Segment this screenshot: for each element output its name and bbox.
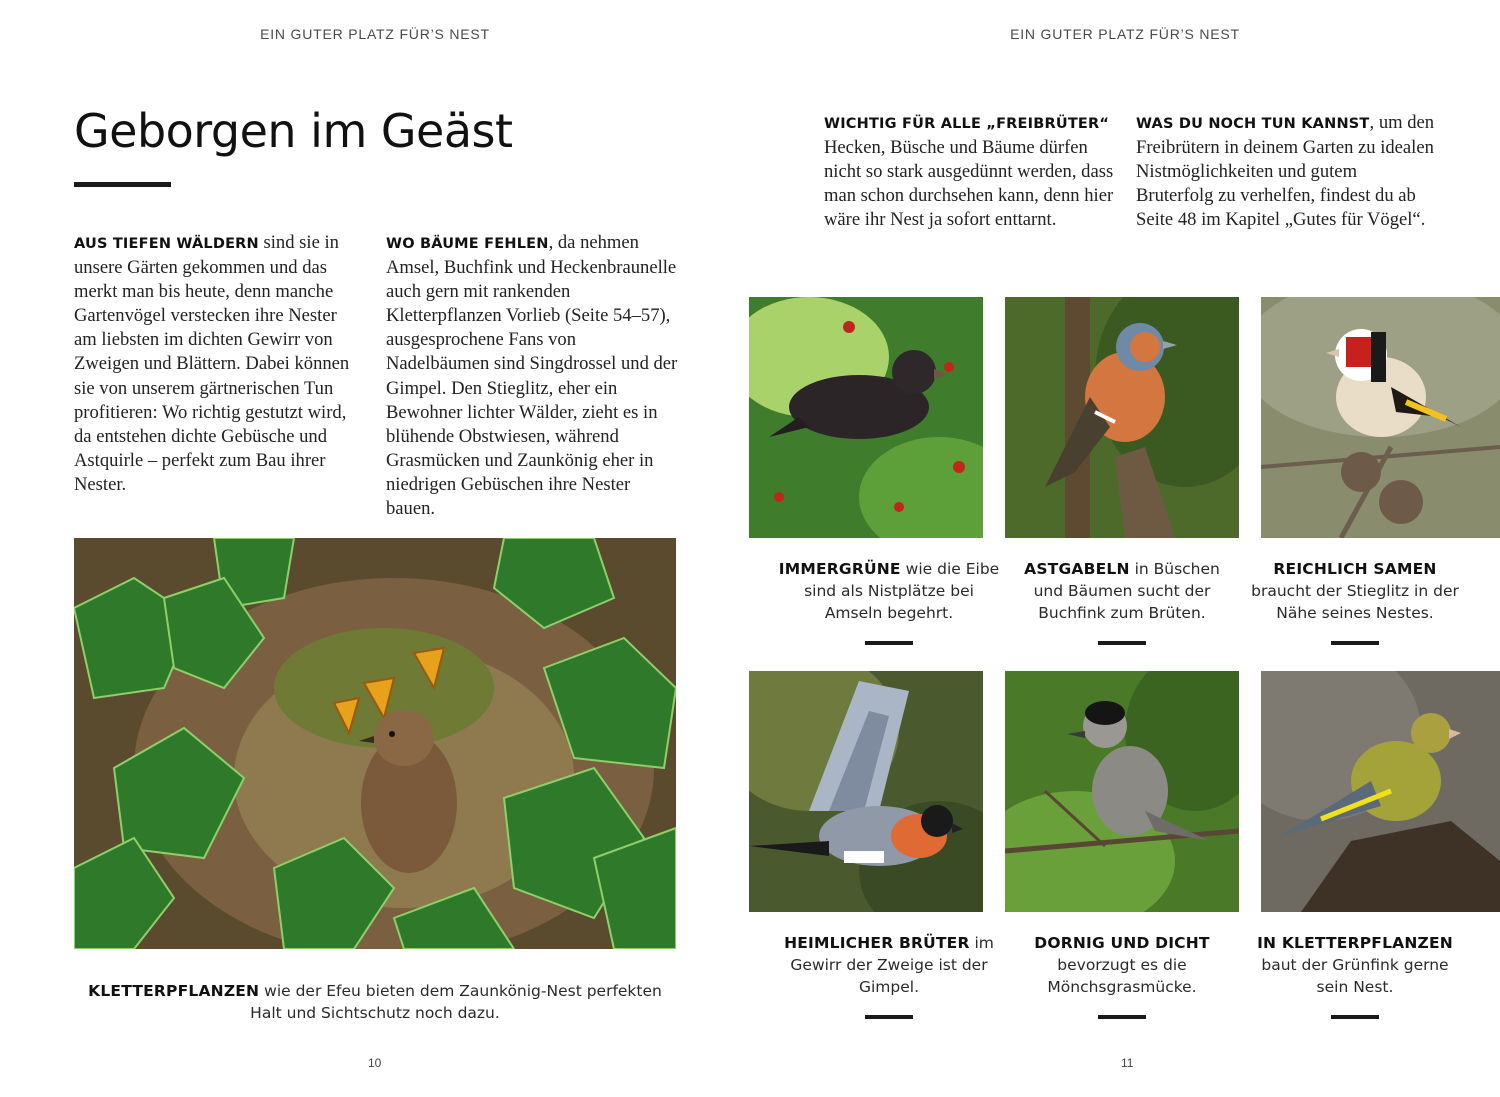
wren-nest-photo <box>74 538 676 949</box>
caption-lead: HEIMLICHER BRÜTER <box>784 934 970 952</box>
caption-text: braucht der Stieglitz in der Nähe seines Nestes. <box>1251 582 1459 622</box>
caption-evergreens <box>774 558 1004 624</box>
page-number-left: 10 <box>368 1056 382 1070</box>
tip-column-2-lead: WAS DU NOCH TUN KANNST <box>1136 116 1370 132</box>
caption-hidden-breeder <box>774 932 1004 998</box>
wren-caption-text: wie der Efeu bieten dem Zaunkönig-Nest perfekten Halt und Sichtschutz noch dazu. <box>250 982 662 1022</box>
wren-caption-lead: KLETTERPFLANZEN <box>88 982 260 1000</box>
tip-column-1-text: Hecken, Büsche und Bäume dürfen nicht so stark ausgedünnt werden, dass man schon durchsehen kann, denn hier wäre ihr Nest ja sofort enttarnt. <box>824 137 1114 231</box>
intro-column-2 <box>386 231 678 521</box>
running-head-right: EIN GUTER PLATZ FÜR’S NEST <box>1010 26 1240 42</box>
caption-rule <box>1098 1015 1146 1019</box>
bullfinch-photo <box>749 671 983 912</box>
caption-climbing-plants <box>1250 932 1460 998</box>
caption-lead: REICHLICH SAMEN <box>1273 560 1437 578</box>
tip-column-2-text: , um den Freibrütern in deinem Garten zu idealen Nistmöglichkeiten und gutem Bruterfolg zu verhelfen, findest du ab Seite 48 im Kapitel „Gutes für Vögel“. <box>1136 112 1435 231</box>
caption-lead: IMMERGRÜNE <box>778 560 901 578</box>
goldfinch-photo <box>1261 297 1500 538</box>
caption-text: im Gewirr der Zweige ist der Gimpel. <box>790 934 994 996</box>
blackbird-photo <box>749 297 983 538</box>
blackcap-photo <box>1005 671 1239 912</box>
caption-seeds <box>1250 558 1460 624</box>
caption-rule <box>1098 641 1146 645</box>
caption-lead: DORNIG UND DICHT <box>1034 934 1210 952</box>
tip-column-2 <box>1136 111 1436 232</box>
running-head-left: EIN GUTER PLATZ FÜR’S NEST <box>260 26 490 42</box>
caption-rule <box>1331 1015 1379 1019</box>
caption-forks <box>1012 558 1232 624</box>
caption-lead: ASTGABELN <box>1024 560 1130 578</box>
caption-rule <box>865 641 913 645</box>
intro-column-1-text: sind sie in unsere Gärten gekommen und das merkt man bis heute, denn manche Gartenvögel verstecken ihre Nester am liebsten im dichten Gewirr von Zweigen und Blättern. Dabei können sie von unserem gärtnerischen Tun profitieren: Wo richtig gestutzt wird, da entstehen dichte Gebüsche und Astquirle – perfekt zum Bau ihrer Nester. <box>74 232 350 495</box>
intro-column-2-text: , da nehmen Amsel, Buchfink und Heckenbraunelle auch gern mit rankenden Kletterpflanzen Vorlieb (Seite 54–57), ausgesprochene Fans von Nadelbäumen sind Singdrossel und der Gimpel. Den Stieglitz, eher ein Bewohner lichter Wälder, zieht es in blühende Obstwiesen, während Grasmücken und Zaunkönig eher in niedrigen Gebüschen ihre Nester bauen. <box>386 232 678 520</box>
title-rule <box>74 182 171 187</box>
caption-text: bevorzugt es die Mönchsgrasmücke. <box>1047 956 1197 996</box>
wren-photo-caption <box>74 980 676 1024</box>
greenfinch-photo <box>1261 671 1500 912</box>
page-number-right: 11 <box>1121 1056 1134 1070</box>
tip-column-1-lead: WICHTIG FÜR ALLE „FREIBRÜTER“ <box>824 116 1110 132</box>
caption-thorny <box>1017 932 1227 998</box>
intro-column-1 <box>74 231 362 497</box>
caption-text: in Büschen und Bäumen sucht der Buchfink zum Brüten. <box>1033 560 1220 622</box>
page-title: Geborgen im Geäst <box>74 104 513 158</box>
caption-text: wie die Eibe sind als Nistplätze bei Amseln begehrt. <box>804 560 1000 622</box>
caption-text: baut der Grünfink gerne sein Nest. <box>1261 956 1449 996</box>
intro-column-1-lead: AUS TIEFEN WÄLDERN <box>74 236 259 252</box>
caption-lead: IN KLETTERPFLANZEN <box>1257 934 1453 952</box>
caption-rule <box>865 1015 913 1019</box>
tip-column-1 <box>824 111 1114 232</box>
intro-column-2-lead: WO BÄUME FEHLEN <box>386 236 549 252</box>
chaffinch-photo <box>1005 297 1239 538</box>
caption-rule <box>1331 641 1379 645</box>
